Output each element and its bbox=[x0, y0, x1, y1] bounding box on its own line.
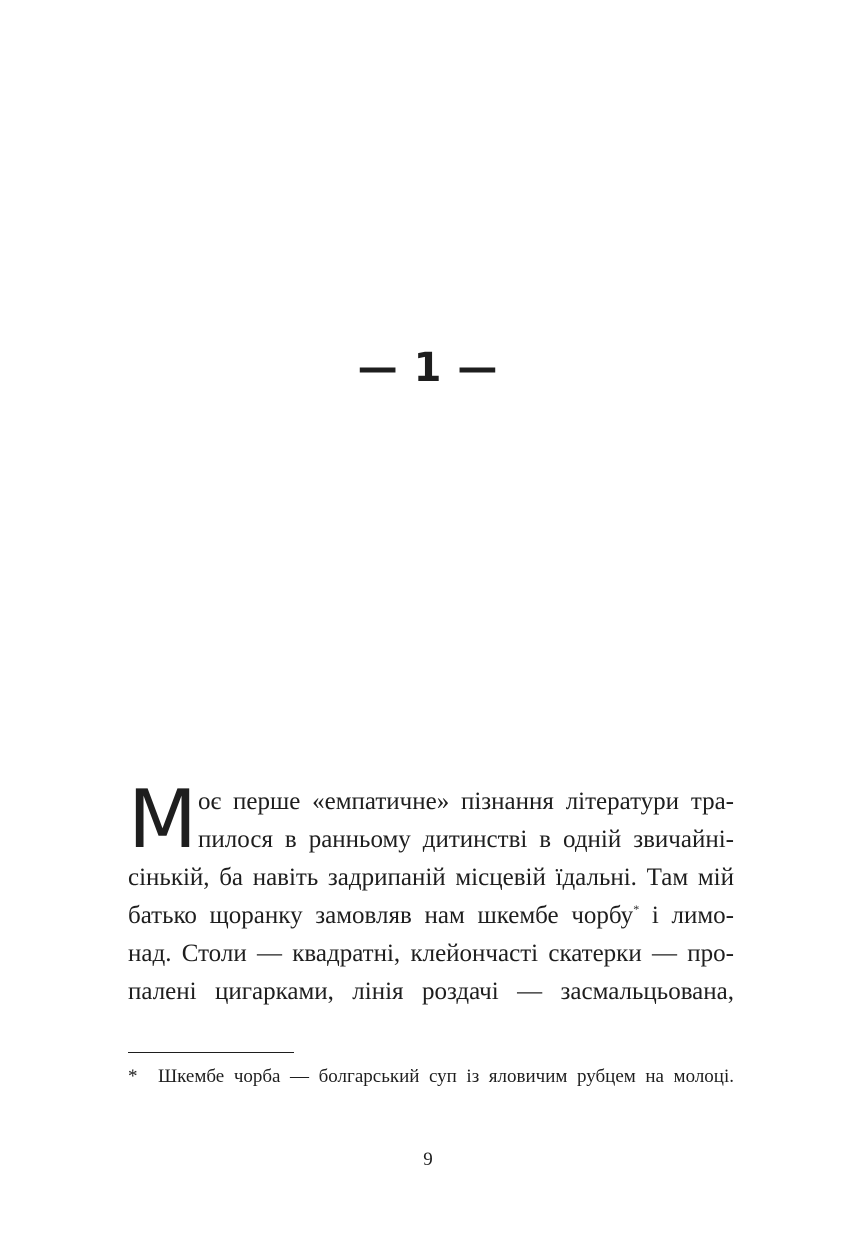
paragraph-line: над. Столи — квадратні, клейончасті скатерки — про- bbox=[128, 940, 734, 967]
footnote-marker: * bbox=[128, 1066, 138, 1087]
paragraph-line: палені цигарками, лінія роздачі — засмальцьована, bbox=[128, 978, 734, 1005]
paragraph-line-start: батько щоранку замовляв нам шкембе чорбу bbox=[128, 902, 634, 929]
paragraph-line: оє перше «емпатичне» пізнання літератури тра- bbox=[198, 788, 734, 815]
paragraph-line-end: і лимо- bbox=[651, 902, 735, 929]
footnote-text: Шкембе чорба — болгарський суп із яловичим рубцем на молоці. bbox=[158, 1066, 734, 1087]
paragraph-line: пилося в ранньому дитинстві в одній звичайні- bbox=[198, 826, 734, 853]
footnote bbox=[128, 1062, 734, 1092]
footnote-reference[interactable]: * bbox=[633, 902, 640, 916]
chapter-heading: — 1 — bbox=[357, 345, 499, 391]
drop-cap: М bbox=[128, 773, 198, 866]
paragraph-line-with-footnote-ref bbox=[128, 896, 734, 936]
paragraph-line: сінькій, ба навіть задрипаній місцевій їдальні. Там мій bbox=[128, 864, 734, 891]
footnote-divider bbox=[128, 1052, 294, 1053]
page-number: 9 bbox=[423, 1149, 433, 1170]
